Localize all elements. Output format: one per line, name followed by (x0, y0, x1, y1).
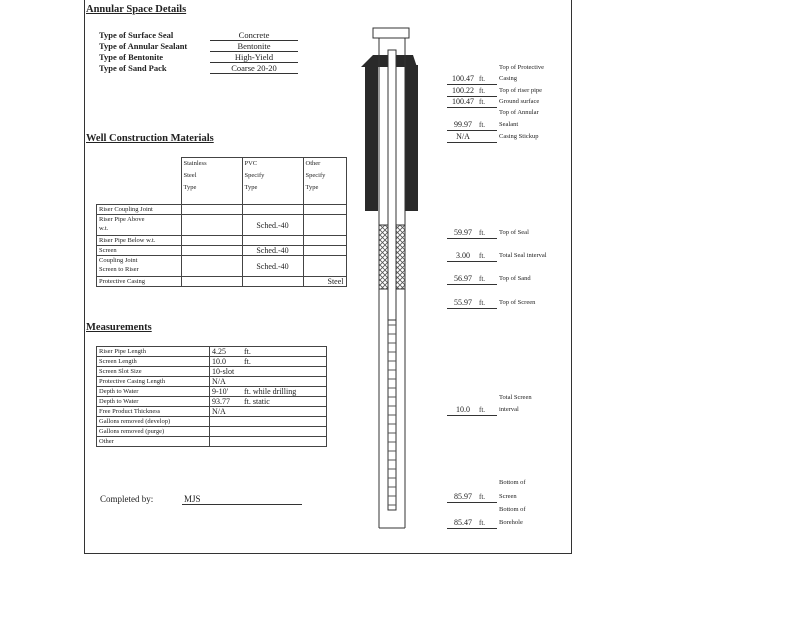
measure-value (210, 387, 327, 397)
materials-cell (242, 277, 303, 287)
seal-interval-unit: ft. (479, 252, 486, 260)
stickup-label: Casing Stickup (499, 133, 539, 140)
screen-interval-value (447, 405, 497, 416)
measure-label: Other (97, 437, 210, 447)
riser-value (447, 86, 497, 97)
seal-interval-number: 3.00 (456, 251, 470, 260)
materials-row-label: Protective Casing (97, 277, 182, 287)
seal-interval-value (447, 251, 497, 262)
materials-row-label: Riser Pipe Above w.t. (97, 215, 182, 236)
measure-value (210, 347, 327, 357)
materials-title: Well Construction Materials (86, 133, 214, 144)
sealant-number: 99.97 (454, 120, 472, 129)
screen-value (447, 298, 497, 309)
measure-number: 93.77 (212, 397, 230, 406)
measure-number: 4.25 (212, 347, 226, 356)
elevation-heading: Total Screen (499, 394, 532, 401)
sand-unit: ft. (479, 275, 486, 283)
materials-header: Other Specify Type (303, 158, 346, 205)
materials-row-label: Riser Coupling Joint (97, 205, 182, 215)
measure-value (210, 437, 327, 447)
sealant-value (447, 120, 497, 131)
measurements-table (96, 346, 327, 447)
measure-label: Depth to Water (97, 387, 210, 397)
casing-value (447, 74, 497, 85)
annular-value: Bentonite (210, 41, 298, 52)
materials-cell (242, 205, 303, 215)
measure-number: N/A (212, 377, 226, 386)
seal-label: Top of Seal (499, 229, 529, 236)
casing-cap (373, 28, 409, 38)
annular-value: Concrete (210, 30, 298, 41)
materials-cell (181, 205, 242, 215)
measure-label: Free Product Thickness (97, 407, 210, 417)
measure-number: N/A (212, 407, 226, 416)
sand-label: Top of Sand (499, 275, 531, 282)
sealant-unit: ft. (479, 121, 486, 129)
seal-number: 59.97 (454, 228, 472, 237)
annular-label: Type of Bentonite (99, 52, 164, 62)
screen-label: Top of Screen (499, 299, 536, 306)
measure-unit: ft. while drilling (244, 387, 297, 396)
casing-label: Casing (499, 75, 518, 82)
measure-number: 10-slot (212, 367, 235, 376)
bottom-screen-number: 85.97 (454, 492, 472, 501)
materials-cell (181, 215, 242, 236)
materials-cell: Steel (303, 277, 346, 287)
materials-cell (303, 205, 346, 215)
annular-title: Annular Space Details (86, 4, 187, 15)
elevation-heading: Top of Protective (499, 64, 545, 71)
measure-unit: ft. (244, 347, 251, 356)
measure-unit: ft. (244, 357, 251, 366)
bottom-hole-number: 85.47 (454, 518, 472, 527)
seal-unit: ft. (479, 229, 486, 237)
screen-unit: ft. (479, 299, 486, 307)
measure-value (210, 427, 327, 437)
well-diagram (355, 25, 435, 535)
measure-unit: ft. static (244, 397, 270, 406)
bottom-screen-unit: ft. (479, 493, 486, 501)
riser-unit: ft. (479, 87, 486, 95)
seal-right (396, 225, 405, 289)
bottom-hole-label: Borehole (499, 519, 523, 526)
elevation-heading: Top of Annular (499, 109, 539, 116)
measure-number: 9-10' (212, 387, 229, 396)
bottom-hole-unit: ft. (479, 519, 486, 527)
materials-table (96, 157, 347, 287)
materials-row-label: Coupling Joint Screen to Riser (97, 256, 182, 277)
annular-label: Type of Annular Sealant (99, 41, 188, 51)
completed-value: MJS (182, 494, 302, 505)
sealant-label: Sealant (499, 121, 519, 128)
casing-number: 100.47 (452, 74, 474, 83)
annular-label: Type of Surface Seal (99, 30, 174, 40)
protective-casing-right (405, 65, 418, 211)
riser-label: Top of riser pipe (499, 87, 543, 94)
stickup-value (447, 132, 497, 143)
materials-header: Stainless Steel Type (181, 158, 242, 205)
measure-number: 10.0 (212, 357, 226, 366)
measure-value (210, 357, 327, 367)
materials-cell (303, 215, 346, 236)
measure-value (210, 367, 327, 377)
bottom-screen-label: Screen (499, 493, 517, 500)
screen-interval-number: 10.0 (456, 405, 470, 414)
measure-label: Gallons removed (purge) (97, 427, 210, 437)
elevation-heading: Bottom of (499, 506, 526, 513)
materials-row-label: Screen (97, 246, 182, 256)
measure-label: Protective Casing Length (97, 377, 210, 387)
materials-corner (97, 158, 182, 205)
measure-label: Screen Length (97, 357, 210, 367)
riser-number: 100.22 (452, 86, 474, 95)
measure-value (210, 407, 327, 417)
screen-number: 55.97 (454, 298, 472, 307)
annular-label: Type of Sand Pack (99, 63, 167, 73)
elevation-heading: Bottom of (499, 479, 526, 486)
riser-pipe (388, 50, 396, 320)
sand-value (447, 274, 497, 285)
bottom-hole-value (447, 518, 497, 529)
materials-cell (181, 256, 242, 277)
measure-label: Depth to Water (97, 397, 210, 407)
measure-label: Riser Pipe Length (97, 347, 210, 357)
annular-value: Coarse 20-20 (210, 63, 298, 74)
materials-cell (181, 246, 242, 256)
screen-interval-label: interval (499, 406, 519, 413)
sand-number: 56.97 (454, 274, 472, 283)
ground-number: 100.47 (452, 97, 474, 106)
materials-row-label: Riser Pipe Below w.t. (97, 236, 182, 246)
seal-left (379, 225, 388, 289)
screen-interval-unit: ft. (479, 406, 486, 414)
bottom-screen-value (447, 492, 497, 503)
casing-unit: ft. (479, 75, 486, 83)
measure-value (210, 397, 327, 407)
materials-header: PVC Specify Type (242, 158, 303, 205)
seal-value (447, 228, 497, 239)
completed-label: Completed by: (100, 494, 154, 504)
materials-cell: Sched.-40 (242, 215, 303, 236)
ground-value (447, 97, 497, 108)
measure-label: Screen Slot Size (97, 367, 210, 377)
measure-value (210, 417, 327, 427)
stickup-number: N/A (456, 132, 470, 141)
seal-interval-label: Total Seal interval (499, 252, 547, 259)
ground-label: Ground surface (499, 98, 540, 105)
materials-cell (303, 256, 346, 277)
annular-value: High-Yield (210, 52, 298, 63)
materials-cell (181, 236, 242, 246)
materials-cell: Sched.-40 (242, 256, 303, 277)
materials-cell: Sched.-40 (242, 246, 303, 256)
materials-cell (181, 277, 242, 287)
measure-label: Gallons removed (develop) (97, 417, 210, 427)
measure-value (210, 377, 327, 387)
protective-casing-left (365, 65, 378, 211)
materials-cell (242, 236, 303, 246)
ground-unit: ft. (479, 98, 486, 106)
materials-cell (303, 236, 346, 246)
materials-cell (303, 246, 346, 256)
measurements-title: Measurements (86, 322, 152, 333)
